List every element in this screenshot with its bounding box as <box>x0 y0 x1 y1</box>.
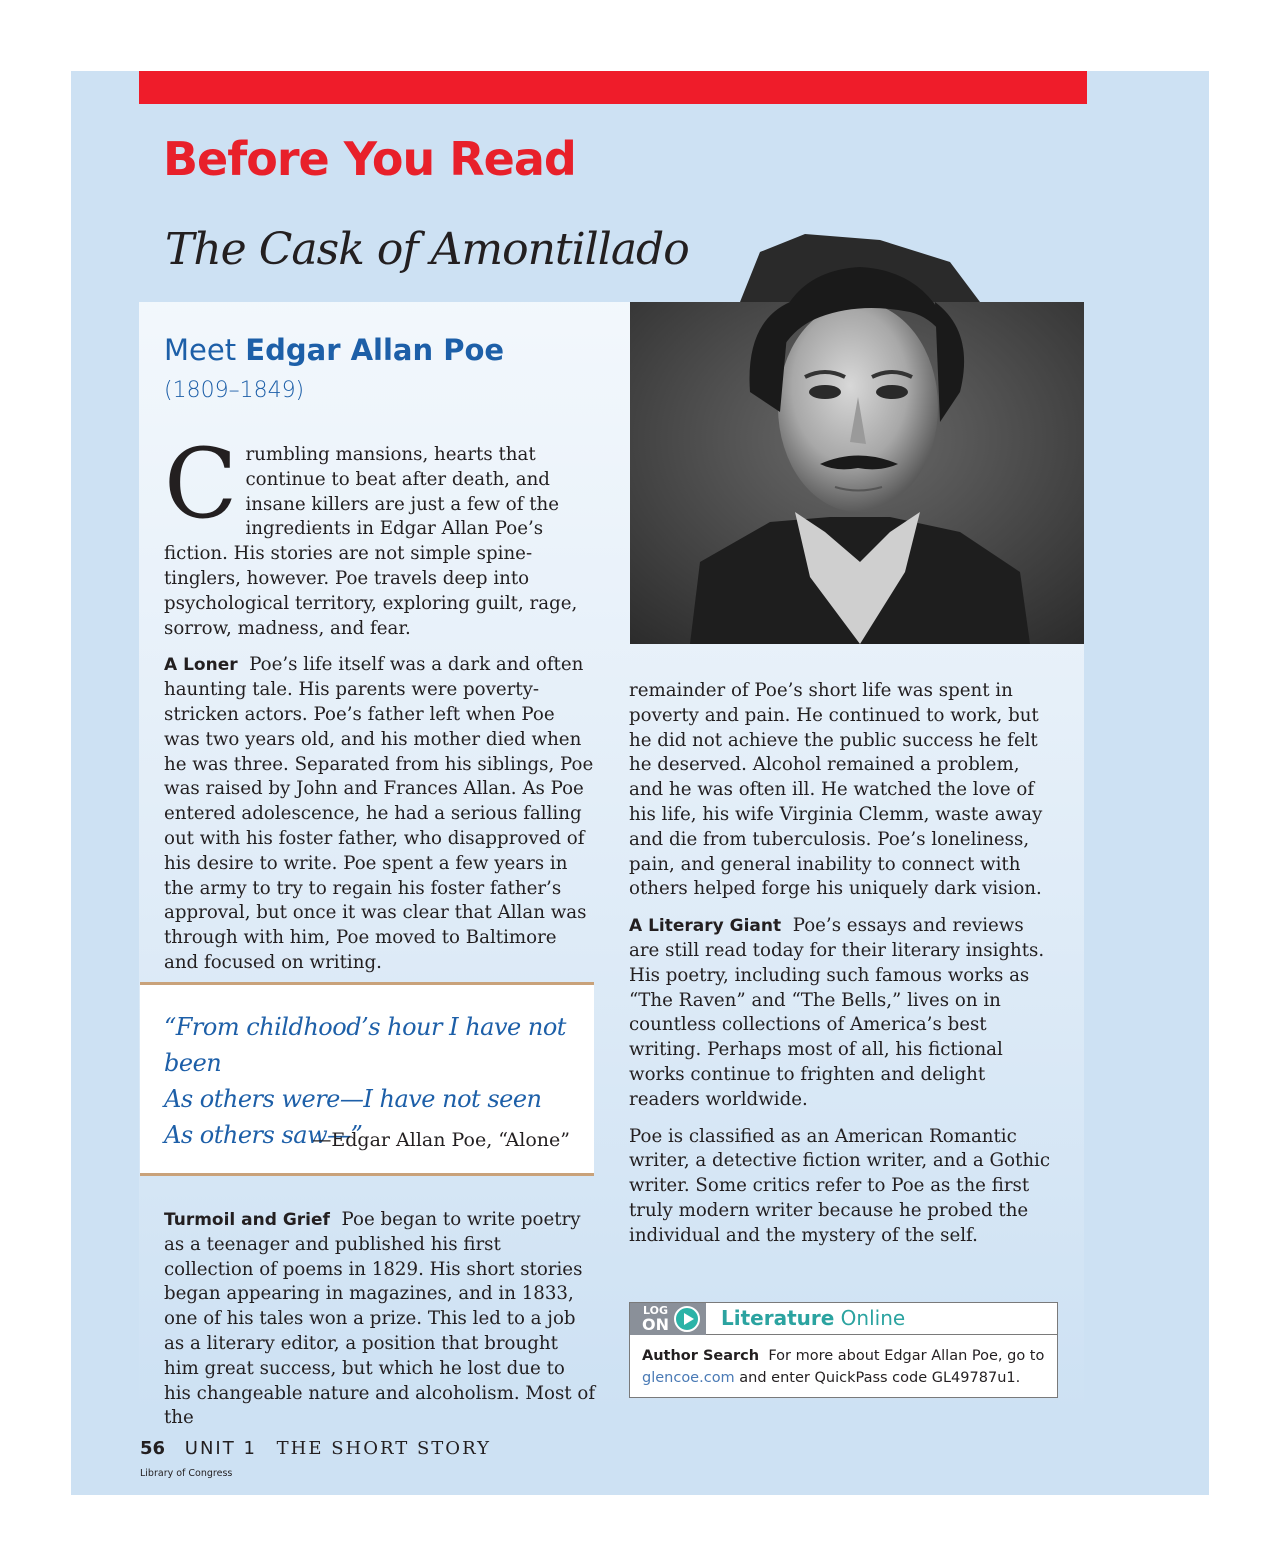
log-label: LOG <box>643 1304 668 1317</box>
left-column-top <box>164 428 596 976</box>
author-name: Edgar Allan Poe <box>245 333 505 367</box>
author-dates: (1809–1849) <box>164 378 305 403</box>
classified-paragraph: Poe is classified as an American Romantic writer, a detective fiction writer, and a Gothic writer. Some critics refer to Poe as the first truly modern writer because he probed the individual and the mystery of the self. <box>629 1125 1051 1246</box>
continued-paragraph: remainder of Poe’s short life was spent in poverty and pain. He continued to work, but he did not achieve the public success he felt he deserved. Alcohol remained a problem, and he was often ill. He watched the love of his life, his wife Virginia Clemm, waste away and die from tuberculosis. Poe’s loneliness, pain, and general inability to connect with others helped forge his uniquely dark vision. <box>629 680 1043 900</box>
play-icon <box>674 1306 700 1332</box>
author-search-intro: For more about Edgar Allan Poe, go to <box>768 1348 1045 1364</box>
meet-author-heading <box>164 333 504 367</box>
unit-label: UNIT 1 <box>184 1438 257 1459</box>
author-portrait <box>630 232 1084 644</box>
turmoil-text: Poe began to write poetry as a teenager and published his first collection of poems in 1829. His short stories began appearing in magazines, and in 1833, one of his tales won a prize. This led to a job as a literary editor, a position that brought him great success, but which he lost due to his changeable nature and alcoholism. Most of the <box>164 1209 596 1429</box>
quickpass-text: and enter QuickPass code GL49787u1. <box>739 1370 1021 1386</box>
quote-line: As others saw—” <box>164 1121 363 1149</box>
loner-paragraph <box>164 653 596 975</box>
literature-online-title <box>721 1306 905 1330</box>
story-title: The Cask of Amontillado <box>165 224 689 275</box>
quote-line: As others were—I have not seen <box>164 1085 542 1113</box>
right-column <box>629 679 1059 1249</box>
author-search-text <box>642 1345 1049 1389</box>
literature-online-header <box>630 1303 1057 1335</box>
loner-heading: A Loner <box>164 655 238 676</box>
log-on-text <box>642 1305 669 1333</box>
pull-quote <box>140 982 594 1176</box>
giant-paragraph <box>629 914 1059 1112</box>
literature-online-box <box>629 1302 1058 1398</box>
loner-text: Poe’s life itself was a dark and often haunting tale. His parents were poverty-stricken actors. Poe’s father left when Poe was two years old, and his mother died when he was three. Separated from his siblings, Poe was raised by John and Frances Allan. As Poe entered adolescence, he had a serious falling out with his foster father, who disapproved of his desire to write. Poe spent a few years in the army to try to regain his foster father’s approval, but once it was clear that Allan was through with him, Poe moved to Baltimore and focused on writing. <box>164 654 594 973</box>
photo-credit: Library of Congress <box>140 1468 233 1479</box>
intro-text: rumbling mansions, hearts that continue to beat after death, and insane killers are just a few of the ingredients in Edgar Allan Poe’s fiction. His stories are not simple spine-tinglers, however. Poe travels deep into psychological territory, exploring guilt, rage, sorrow, madness, and fear. <box>164 444 578 639</box>
glencoe-link[interactable]: glencoe.com <box>642 1370 735 1386</box>
log-on-badge <box>630 1303 706 1335</box>
meet-label: Meet <box>164 333 237 367</box>
drop-cap: C <box>164 428 238 540</box>
online-label: Online <box>840 1306 906 1330</box>
turmoil-heading: Turmoil and Grief <box>164 1210 330 1230</box>
left-column-bottom <box>164 1208 596 1431</box>
giant-text: Poe’s essays and reviews are still read today for their literary insights. His poetry, including such famous works as “The Raven” and “The Bells,” lives on in countless collections of America’s best writing. Perhaps most of all, his fictional works continue to frighten and delight readers worldwide. <box>629 915 1045 1110</box>
quote-line: “From childhood’s hour I have not been <box>164 1013 566 1077</box>
literature-label: Literature <box>721 1306 835 1330</box>
page-footer <box>140 1438 491 1459</box>
giant-heading: A Literary Giant <box>629 916 782 937</box>
page-number: 56 <box>140 1438 166 1459</box>
intro-paragraph <box>164 428 596 641</box>
section-heading: Before You Read <box>163 132 576 186</box>
author-search-label: Author Search <box>642 1348 760 1364</box>
turmoil-paragraph <box>164 1208 596 1431</box>
section-label: THE SHORT STORY <box>276 1438 491 1459</box>
on-label: ON <box>642 1315 669 1334</box>
header-red-bar <box>139 71 1087 104</box>
quote-attribution: —Edgar Allan Poe, “Alone” <box>312 1129 570 1151</box>
